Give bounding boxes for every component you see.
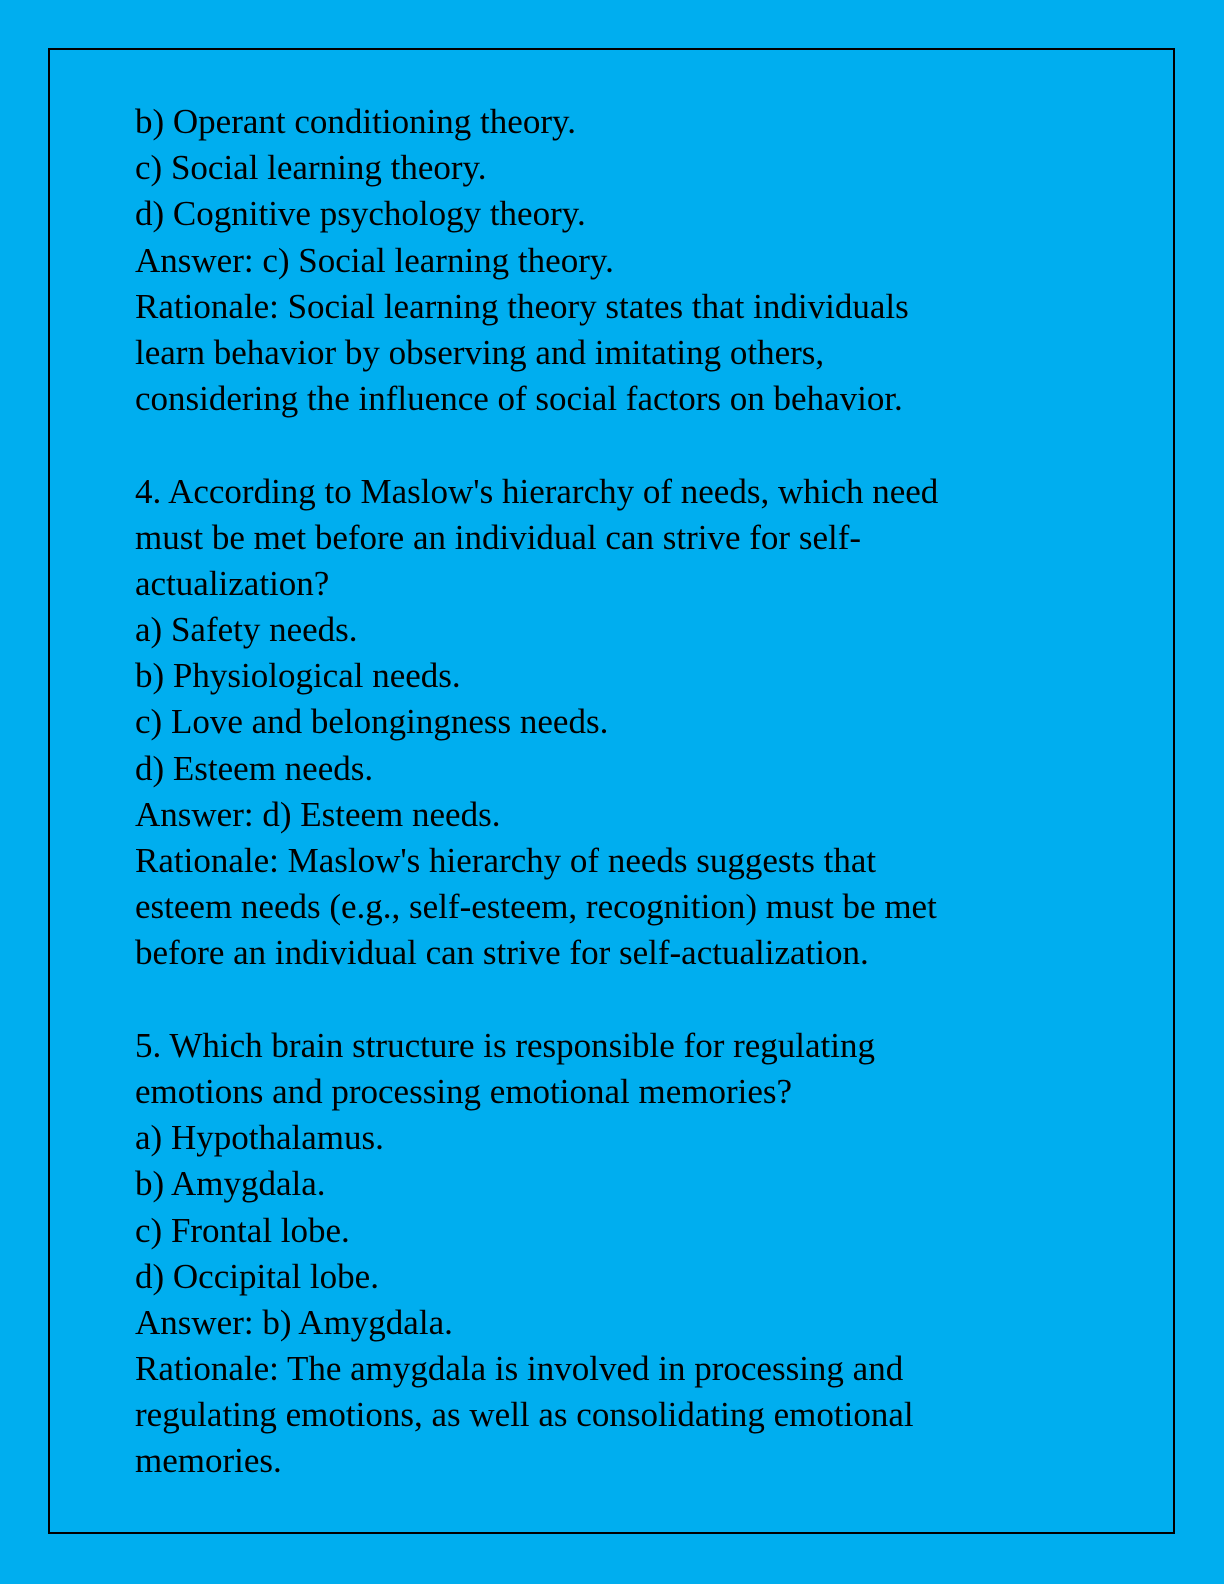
q3-option-b: b) Operant conditioning theory. [135, 102, 576, 141]
q4-option-d: d) Esteem needs. [135, 748, 374, 788]
quiz-content [135, 99, 1135, 1485]
q4-question-line: must be met before an individual can strive for self- [135, 517, 862, 557]
q5-option-d: d) Occipital lobe. [135, 1256, 379, 1296]
q4-answer: Answer: d) Esteem needs. [135, 794, 501, 834]
q3-rationale-line: Rationale: Social learning theory states that individuals [135, 286, 909, 326]
question-5 [135, 1023, 1135, 1485]
q5-option-b: b) Amygdala. [135, 1164, 326, 1204]
q4-option-a: a) Safety needs. [135, 610, 358, 650]
q4-option-c: c) Love and belongingness needs. [135, 702, 609, 742]
q4-rationale-line: Rationale: Maslow's hierarchy of needs suggests that [135, 841, 877, 880]
spacer [135, 977, 1135, 1023]
q5-answer: Answer: b) Amygdala. [135, 1302, 453, 1342]
q3-option-c: c) Social learning theory. [135, 148, 487, 188]
question-4 [135, 469, 1135, 977]
spacer [135, 422, 1135, 468]
q5-rationale-line: Rationale: The amygdala is involved in processing and [135, 1349, 904, 1389]
q4-option-b: b) Physiological needs. [135, 656, 461, 696]
q5-question-line: emotions and processing emotional memories? [135, 1071, 793, 1111]
q4-rationale-line: before an individual can strive for self-actualization. [135, 933, 869, 973]
q4-question-line: actualization? [135, 563, 330, 603]
q5-rationale-line: regulating emotions, as well as consolidating emotional [135, 1395, 914, 1435]
q3-option-d: d) Cognitive psychology theory. [135, 194, 586, 234]
q5-question-line: 5. Which brain structure is responsible for regulating [135, 1025, 875, 1065]
q5-option-a: a) Hypothalamus. [135, 1118, 384, 1158]
q5-option-c: c) Frontal lobe. [135, 1210, 350, 1250]
q3-rationale-line: learn behavior by observing and imitating others, [135, 332, 825, 372]
q4-rationale-line: esteem needs (e.g., self-esteem, recognition) must be met [135, 887, 937, 927]
q5-rationale-line: memories. [135, 1441, 282, 1481]
q3-answer: Answer: c) Social learning theory. [135, 240, 614, 280]
q3-rationale-line: considering the influence of social factors on behavior. [135, 379, 903, 419]
question-3-continuation [135, 99, 1135, 422]
q4-question-line: 4. According to Maslow's hierarchy of needs, which need [135, 471, 939, 511]
